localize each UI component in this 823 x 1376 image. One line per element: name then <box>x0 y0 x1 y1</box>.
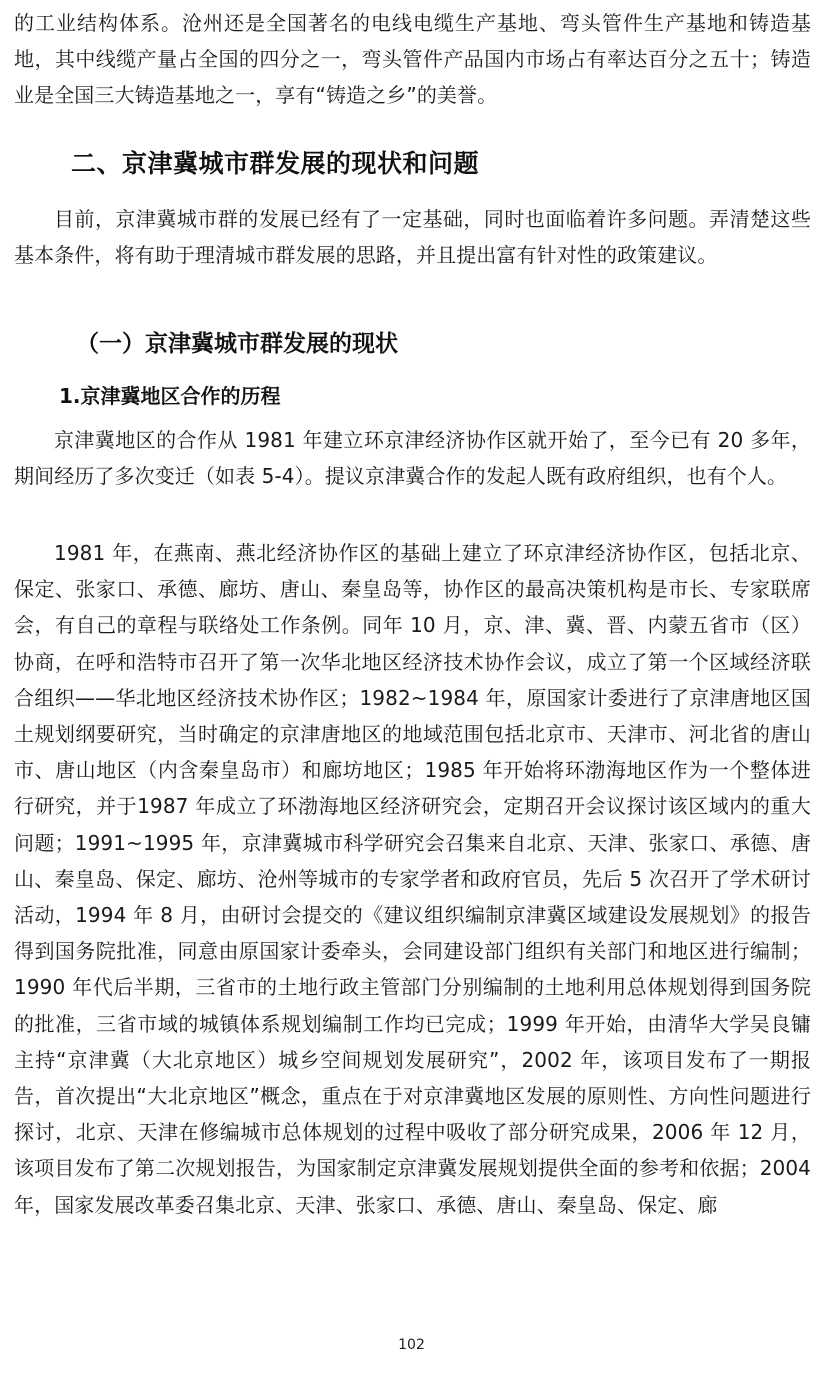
section-heading: 二、京津冀城市群发展的现状和问题 <box>71 149 480 178</box>
body-paragraph: 京津冀地区的合作从 1981 年建立环京津经济协作区就开始了，至今已有 20 多年，期间经历了多次变迁（如表 5-4）。提议京津冀合作的发起人既有政府组织，也有个人。 <box>14 428 811 489</box>
body-paragraph: 的工业结构体系。沧州还是全国著名的电线电缆生产基地、弯头管件生产基地和铸造基地，其中线缆产量占全国的四分之一，弯头管件产品国内市场占有率达百分之五十；铸造业是全国三大铸造基地之一，享有“铸造之乡”的美誉。 <box>14 11 811 108</box>
page-number: 102 <box>398 1337 425 1353</box>
body-paragraph: 目前，京津冀城市群的发展已经有了一定基础，同时也面临着许多问题。弄清楚这些基本条件，将有助于理清城市群发展的思路，并且提出富有针对性的政策建议。 <box>14 207 811 268</box>
body-paragraph: 1981 年，在燕南、燕北经济协作区的基础上建立了环京津经济协作区，包括北京、保定、张家口、承德、廊坊、唐山、秦皇岛等，协作区的最高决策机构是市长、专家联席会，有自己的章程与联络处工作条例。同年 10 月，京、津、冀、晋、内蒙五省市（区）协商，在呼和浩特市召开了第一次华北地区经济技术协作会议，成立了第一个区域经济联合组织——华北地区经济技术协作区；1982~1984 年，原国家计委进行了京津唐地区国土规划纲要研究，当时确定的京津唐地区的地域范围包括北京市、天津市、河北省的唐山市、唐山地区（内含秦皇岛市）和廊坊地区；1985 年开始将环渤海地区作为一个整体进行研究，并于1987 年成立了环渤海地区经济研究会，定期召开会议探讨该区域内的重大问题；1991~1995 年，京津冀城市科学研究会召集来自北京、天津、张家口、承德、唐山、秦皇岛、保定、廊坊、沧州等城市的专家学者和政府官员，先后 5 次召开了学术研讨活动，1994 年 8 月，由研讨会提交的《建议组织编制京津冀区域建设发展规划》的报告得到国务院批准，同意由原国家计委牵头，会同建设部门组织有关部门和地区进行编制；1990 年代后半期，三省市的土地行政主管部门分别编制的土地利用总体规划得到国务院的批准，三省市域的城镇体系规划编制工作均已完成；1999 年开始，由清华大学吴良镛主持“京津冀（大北京地区）城乡空间规划发展研究”，2002 年，该项目发布了一期报告，首次提出“大北京地区”概念，重点在于对京津冀地区发展的原则性、方向性问题进行探讨，北京、天津在修编城市总体规划的过程中吸收了部分研究成果，2006 年 12 月，该项目发布了第二次规划报告，为国家制定京津冀发展规划提供全面的参考和依据；2004 年，国家发展改革委召集北京、天津、张家口、承德、唐山、秦皇岛、保定、廊 <box>14 541 811 1217</box>
subsection-heading: （一）京津冀城市群发展的现状 <box>76 331 398 357</box>
sub-subsection-heading: 1.京津冀地区合作的历程 <box>59 384 281 408</box>
